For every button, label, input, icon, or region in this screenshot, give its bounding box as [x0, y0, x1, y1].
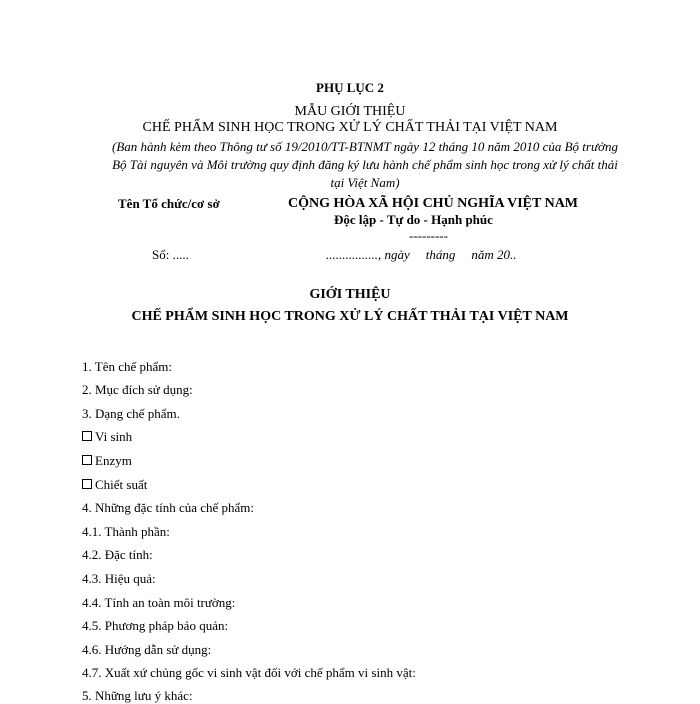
national-title: CỘNG HÒA XÃ HỘI CHỦ NGHĨA VIỆT NAM — [288, 196, 579, 211]
option-microbial — [82, 429, 132, 445]
date-place: ................, ngày — [326, 247, 410, 262]
appendix-label: PHỤ LỤC 2 — [316, 80, 384, 95]
option-label: Enzym — [95, 453, 132, 468]
subject-title: CHẾ PHẨM SINH HỌC TRONG XỬ LÝ CHẤT THẢI TẠI VIỆT NAM — [142, 120, 558, 135]
checkbox-icon[interactable] — [82, 455, 92, 465]
item-usage: 4.6. Hướng dẫn sử dụng: — [82, 642, 212, 657]
option-extract — [82, 477, 147, 493]
option-label: Chiết suất — [95, 477, 148, 492]
item-composition: 4.1. Thành phần: — [82, 524, 170, 539]
date-month: tháng — [425, 247, 456, 262]
section-title: GIỚI THIỆU — [309, 287, 391, 302]
national-motto: Độc lập - Tự do - Hạnh phúc — [334, 212, 493, 227]
issuance-note: (Ban hành kèm theo Thông tư số 19/2010/TT-BTNMT ngày 12 tháng 10 năm 2010 của Bộ trưởng Bộ Tài nguyên và Môi trường quy định đăng ký lưu hành chế phẩm sinh học trong xử lý chất thải tại Việt Nam) — [112, 139, 618, 190]
item-properties: 4. Những đặc tính của chế phẩm: — [82, 500, 255, 515]
item-product-name: 1. Tên chế phẩm: — [82, 359, 173, 374]
form-title: MẪU GIỚI THIỆU — [294, 104, 406, 119]
motto-divider: --------- — [409, 228, 448, 243]
organization-label: Tên Tổ chức/cơ sở — [118, 196, 220, 211]
date-year: năm 20.. — [471, 247, 517, 262]
item-env-safety: 4.4. Tính an toàn môi trường: — [82, 595, 236, 610]
checkbox-icon[interactable] — [82, 479, 92, 489]
option-enzyme — [82, 453, 132, 469]
checkbox-icon[interactable] — [82, 431, 92, 441]
item-strain-origin: 4.7. Xuất xứ chủng gốc vi sinh vật đối với chế phẩm vi sinh vật: — [82, 665, 416, 680]
item-effectiveness: 4.3. Hiệu quả: — [82, 571, 156, 586]
item-product-form: 3. Dạng chế phẩm. — [82, 406, 180, 421]
option-label: Vi sinh — [95, 429, 133, 444]
section-subtitle: CHẾ PHẨM SINH HỌC TRONG XỬ LÝ CHẤT THẢI TẠI VIỆT NAM — [131, 309, 569, 324]
document-number: Số: ..... — [152, 247, 189, 262]
item-purpose: 2. Mục đích sử dụng: — [82, 382, 193, 397]
date-line — [326, 247, 517, 263]
item-storage: 4.5. Phương pháp bảo quản: — [82, 618, 229, 633]
item-other-notes: 5. Những lưu ý khác: — [82, 688, 193, 703]
item-characteristics: 4.2. Đặc tính: — [82, 547, 153, 562]
